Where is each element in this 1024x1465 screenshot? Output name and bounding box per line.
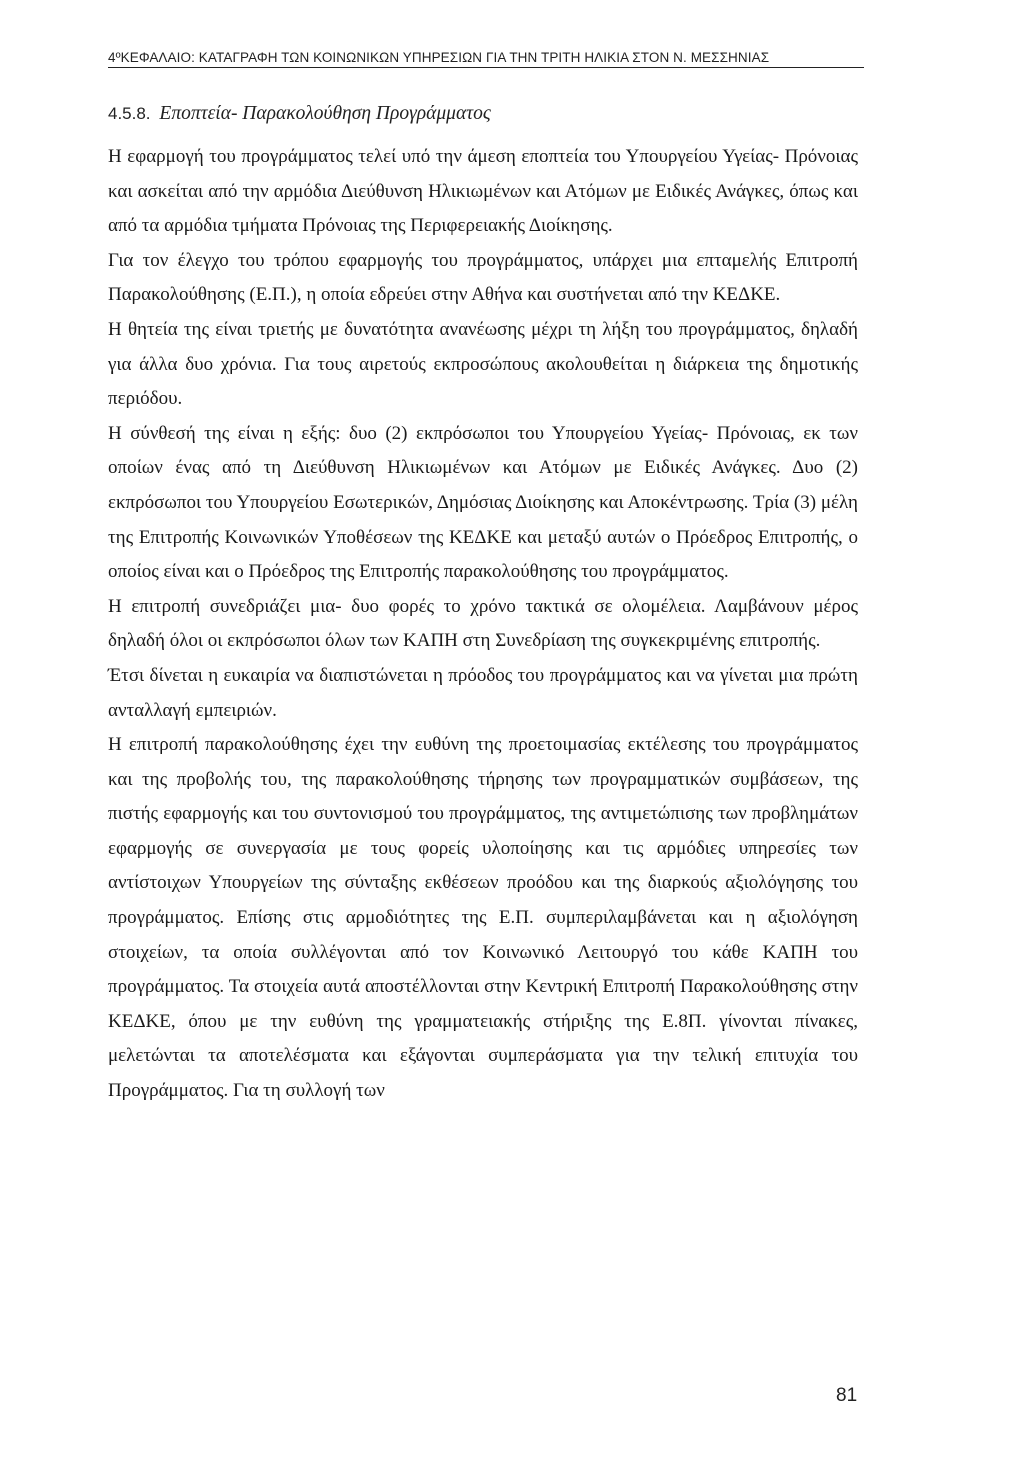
- paragraph: Η σύνθεσή της είναι η εξής: δυο (2) εκπρόσωποι του Υπουργείου Υγείας- Πρόνοιας, εκ των οποίων ένας από τη Διεύθυνση Ηλικιωμένων και Ατόμων με Ειδικές Ανάγκες. Δυο (2) εκπρόσωποι του Υπουργείου Εσωτερικών, Δημόσιας Διοίκησης και Αποκέντρωσης. Τρία (3) μέλη της Επιτροπής Κοινωνικών Υποθέσεων της ΚΕΔΚΕ και μεταξύ αυτών ο Πρόεδρος Επιτροπής, ο οποίος είναι και ο Πρόεδρος της Επιτροπής παρακολούθησης του προγράμματος.: [108, 422, 858, 583]
- paragraph: Για τον έλεγχο του τρόπου εφαρμογής του προγράμματος, υπάρχει μια επταμελής Επιτροπή Παρακολούθησης (Ε.Π.), η οποία εδρεύει στην Αθήνα και συστήνεται από την ΚΕΔΚΕ.: [108, 249, 858, 306]
- paragraph: Έτσι δίνεται η ευκαιρία να διαπιστώνεται η πρόοδος του προγράμματος και να γίνεται μια πρώτη ανταλλαγή εμπειριών.: [108, 664, 858, 721]
- page-number: 81: [836, 1385, 858, 1406]
- section-number: 4.5.8.: [108, 104, 151, 123]
- paragraph: Η επιτροπή παρακολούθησης έχει την ευθύνη της προετοιμασίας εκτέλεσης του προγράμματος και της προβολής του, της παρακολούθησης τήρησης των προγραμματικών συμβάσεων, της πιστής εφαρμογής και του συντονισμού του προγράμματος, της αντιμετώπισης των προβλημάτων εφαρμογής σε συνεργασία με τους φορείς υλοποίησης και τις αρμόδιες υπηρεσίες των αντίστοιχων Υπουργείων της σύνταξης εκθέσεων προόδου και της διαρκούς αξιολόγησης του προγράμματος. Επίσης στις αρμοδιότητες της Ε.Π. συμπεριλαμβάνεται και η αξιολόγηση στοιχείων, τα οποία συλλέγονται από τον Κοινωνικό Λειτουργό του κάθε ΚΑΠΗ του προγράμματος. Τα στοιχεία αυτά αποστέλλονται στην Κεντρική Επιτροπή Παρακολούθησης στην ΚΕΔΚΕ, όπου με την ευθύνη της γραμματειακής στήριξης της Ε.8Π. γίνονται πίνακες, μελετώνται τα αποτελέσματα και εξάγονται συμπεράσματα για την τελική επιτυχία του Προγράμματος. Για τη συλλογή των: [108, 734, 858, 1102]
- running-header: 4ºΚΕΦΑΛΑΙΟ: ΚΑΤΑΓΡΑΦΗ ΤΩΝ ΚΟΙΝΩΝΙΚΩΝ ΥΠΗΡΕΣΙΩΝ ΓΙΑ ΤΗΝ ΤΡΙΤΗ ΗΛΙΚΙΑ ΣΤΟΝ Ν. ΜΕΣΣΗΝΙΑΣ: [108, 50, 864, 68]
- paragraph: Η εφαρμογή του προγράμματος τελεί υπό την άμεση εποπτεία του Υπουργείου Υγείας- Πρόνοιας και ασκείται από την αρμόδια Διεύθυνση Ηλικιωμένων και Ατόμων με Ειδικές Ανάγκες, όπως και από τα αρμόδια τμήματα Πρόνοιας της Περιφερειακής Διοίκησης.: [108, 146, 858, 237]
- section-heading: [108, 103, 491, 125]
- section-title: Εποπτεία- Παρακολούθηση Προγράμματος: [159, 103, 491, 124]
- paragraph: Η θητεία της είναι τριετής με δυνατότητα ανανέωσης μέχρι τη λήξη του προγράμματος, δηλαδή για άλλα δυο χρόνια. Για τους αιρετούς εκπροσώπους ακολουθείται η διάρκεια της δημοτικής περιόδου.: [108, 318, 858, 410]
- body-text: [108, 140, 858, 1109]
- paragraph: Η επιτροπή συνεδριάζει μια- δυο φορές το χρόνο τακτικά σε ολομέλεια. Λαμβάνουν μέρος δηλαδή όλοι οι εκπρόσωποι όλων των ΚΑΠΗ στη Συνεδρίαση της συγκεκριμένης επιτροπής.: [108, 595, 858, 652]
